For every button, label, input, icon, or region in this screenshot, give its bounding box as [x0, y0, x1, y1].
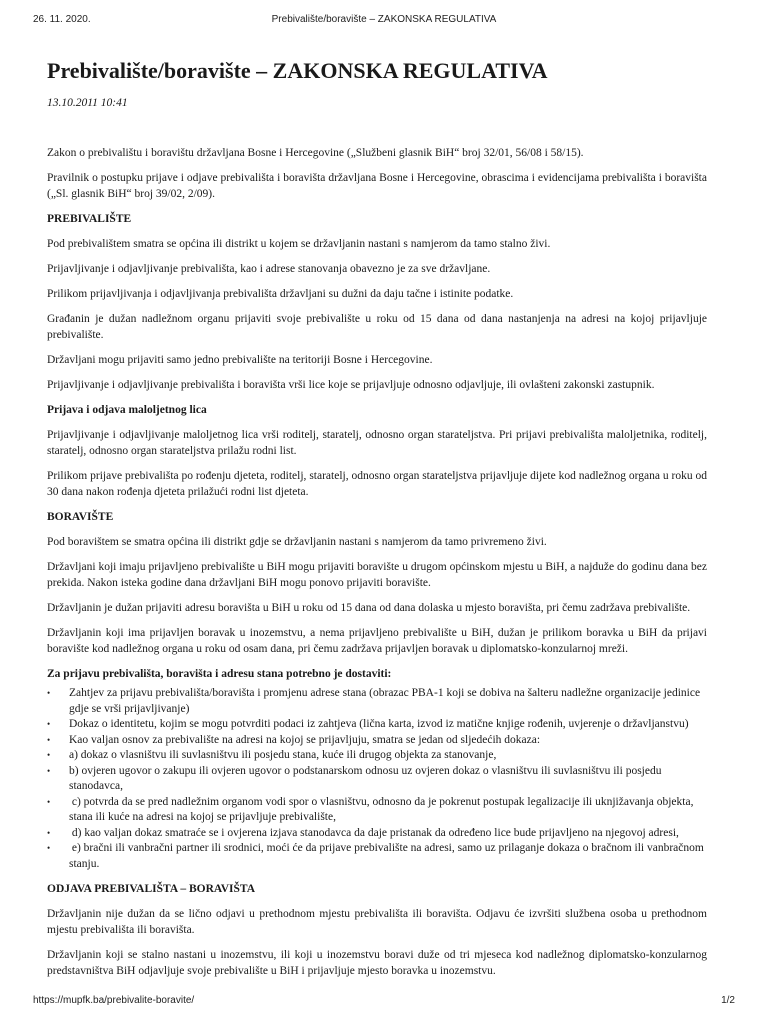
list-item: • Dokaz o identitetu, kojim se mogu potvrditi podaci iz zahtjeva (lična karta, izvod iz matične knjige rođenih, uvjerenje o državljanstvu) — [47, 717, 707, 733]
paragraph: Pod prebivalištem smatra se općina ili distrikt u kojem se državljanin nastani s namjerom da tamo stalno živi. — [47, 238, 551, 250]
bullet-icon: • — [47, 688, 51, 698]
section-heading-prebivaliste: PREBIVALIŠTE — [47, 213, 132, 225]
paragraph: Prilikom prijave prebivališta po rođenju djeteta, roditelj, staratelj, odnosno organ starateljstva prijavljuje dijete kod nadležnog organa u roku od 30 dana nakon rođenja djeteta prilažući rodni list djeteta. — [47, 470, 707, 498]
list-item: • Kao valjan osnov za prebivalište na adresi na kojoj se prijavljuju, smatra se jedan od sljedećih dokaza: — [47, 733, 707, 749]
paragraph: Pravilnik o postupku prijave i odjave prebivališta i boravišta državljana Bosne i Hercegovine, obrascima i evidencijama prebivališta i boravišta („Sl. glasnik BiH“ broj 39/02, 2/09). — [47, 172, 707, 200]
paragraph: Državljanin koji ima prijavljen boravak u inozemstvu, a nema prijavljeno prebivalište u BiH, dužan je prilikom boravka u BiH da prijavi boravište kod nadležnog organa u roku od osam dana, pri čemu zadržava prijavljen boravak u diplomatsko-konzularnoj mreži. — [47, 627, 707, 655]
list-item: • b) ovjeren ugovor o zakupu ili ovjeren ugovor o podstanarskom odnosu uz ovjeren dokaz o vlasništvu ili suvlasništvu ili posjedu stanodavca, — [47, 764, 662, 792]
paragraph: Prijavljivanje i odjavljivanje prebivališta, kao i adrese stanovanja obavezno je za sve državljane. — [47, 263, 491, 275]
article-body — [47, 145, 707, 979]
page-number: 1/2 — [721, 995, 735, 1006]
print-title: Prebivalište/boravište – ZAKONSKA REGULATIVA — [271, 14, 497, 25]
bullet-icon: • — [47, 734, 51, 745]
list-item: • c) potvrda da se pred nadležnim organom vodi spor o vlasništvu, odnosno da je pokrenut postupak legalizacije ili uknjižavanja objekta, stana ili kuće na adresi na kojoj se prijavljuje prebivalište, — [47, 795, 694, 823]
paragraph: Državljanin koji se stalno nastani u inozemstvu, ili koji u inozemstvu boravi duže od tri mjeseca kod nadležnog diplomatsko-konzularnog predstavništva BiH odjavljuje svoje prebivalište u BiH i prijavljuje mjesto boravka u inozemstvu. — [47, 949, 707, 977]
paragraph: Zakon o prebivalištu i boravištu državljana Bosne i Hercegovine („Službeni glasnik BiH“ broj 32/01, 56/08 i 58/15). — [47, 147, 584, 159]
section-heading-odjava: ODJAVA PREBIVALIŠTA – BORAVIŠTA — [47, 883, 256, 895]
list-item: • a) dokaz o vlasništvu ili suvlasništvu ili posjedu stana, kuće ili drugog objekta za stanovanje, — [47, 748, 707, 764]
article — [47, 56, 707, 988]
paragraph: Prijavljivanje i odjavljivanje prebivališta i boravišta vrši lice koje se prijavljuje odnosno odjavljuje, ili ovlašteni zakonski zastupnik. — [47, 379, 655, 391]
section-heading-maloljetno: Prijava i odjava maloljetnog lica — [47, 404, 207, 416]
list-item: • Zahtjev za prijavu prebivališta/boravišta i promjenu adrese stana (obrazac PBA-1 koji se dobiva na šalteru nadležne organizacije jedinice gdje se vrši prijavljivanje) — [47, 687, 701, 715]
paragraph: Građanin je dužan nadležnom organu prijaviti svoje prebivalište u roku od 15 dana od dana nastanjenja na adresi na kojoj prijavljuje prebivalište. — [47, 313, 707, 341]
page-url: https://mupfk.ba/prebivalite-boravite/ — [33, 995, 195, 1006]
bullet-icon: • — [47, 827, 51, 838]
paragraph: Prijavljivanje i odjavljivanje maloljetnog lica vrši roditelj, staratelj, odnosno organ starateljstva. Pri prijavi prebivališta maloljetnika, roditelj, staratelj, odnosno organ starateljstva prilažu rodni list. — [47, 429, 707, 457]
bullet-icon: • — [47, 765, 51, 776]
bullet-icon: • — [47, 796, 51, 807]
paragraph: Pod boravištem se smatra općina ili distrikt gdje se državljanin nastani s namjerom da tamo privremeno živi. — [47, 536, 547, 548]
paragraph: Državljanin je dužan prijaviti adresu boravišta u BiH u roku od 15 dana od dana dolaska u mjesto boravišta, pri čemu zadržava prebivalište. — [47, 602, 691, 614]
requirements-list — [47, 686, 707, 872]
page-title: Prebivalište/boravište – ZAKONSKA REGULATIVA — [47, 58, 548, 83]
article-date: 13.10.2011 10:41 — [47, 97, 128, 109]
section-heading-boraviste: BORAVIŠTE — [47, 511, 114, 523]
paragraph: Državljani koji imaju prijavljeno prebivalište u BiH mogu prijaviti boravište u drugom općinskom mjestu u BiH, a najduže do godinu dana bez prekida. Nakon isteka godine dana državljani BiH mogu ponovo prijaviti boravište. — [47, 561, 707, 589]
print-date: 26. 11. 2020. — [33, 14, 91, 25]
print-header — [0, 14, 768, 34]
section-heading-dostaviti: Za prijavu prebivališta, boravišta i adresu stana potrebno je dostaviti: — [47, 668, 392, 680]
paragraph: Državljani mogu prijaviti samo jedno prebivalište na teritoriji Bosne i Hercegovine. — [47, 354, 433, 366]
paragraph: Državljanin nije dužan da se lično odjavi u prethodnom mjestu prebivališta ili boravišta. Odjavu će izvršiti službena osoba u prethodnom mjestu prebivališta ili boravišta. — [47, 908, 707, 936]
list-item: • e) bračni ili vanbračni partner ili srodnici, moći će da prijave prebivalište na adresi, samo uz prilaganje dokaza o bračnom ili vanbračnom stanju. — [47, 842, 704, 870]
print-footer — [0, 995, 768, 1015]
bullet-icon: • — [47, 750, 51, 760]
bullet-icon: • — [47, 843, 51, 853]
paragraph: Prilikom prijavljivanja i odjavljivanja prebivališta državljani su dužni da daju tačne i istinite podatke. — [47, 288, 514, 300]
bullet-icon: • — [47, 719, 51, 729]
list-item: • d) kao valjan dokaz smatraće se i ovjerena izjava stanodavca da daje pristanak da određeno lice bude prijavljeno na njegovoj adresi, — [47, 826, 707, 842]
